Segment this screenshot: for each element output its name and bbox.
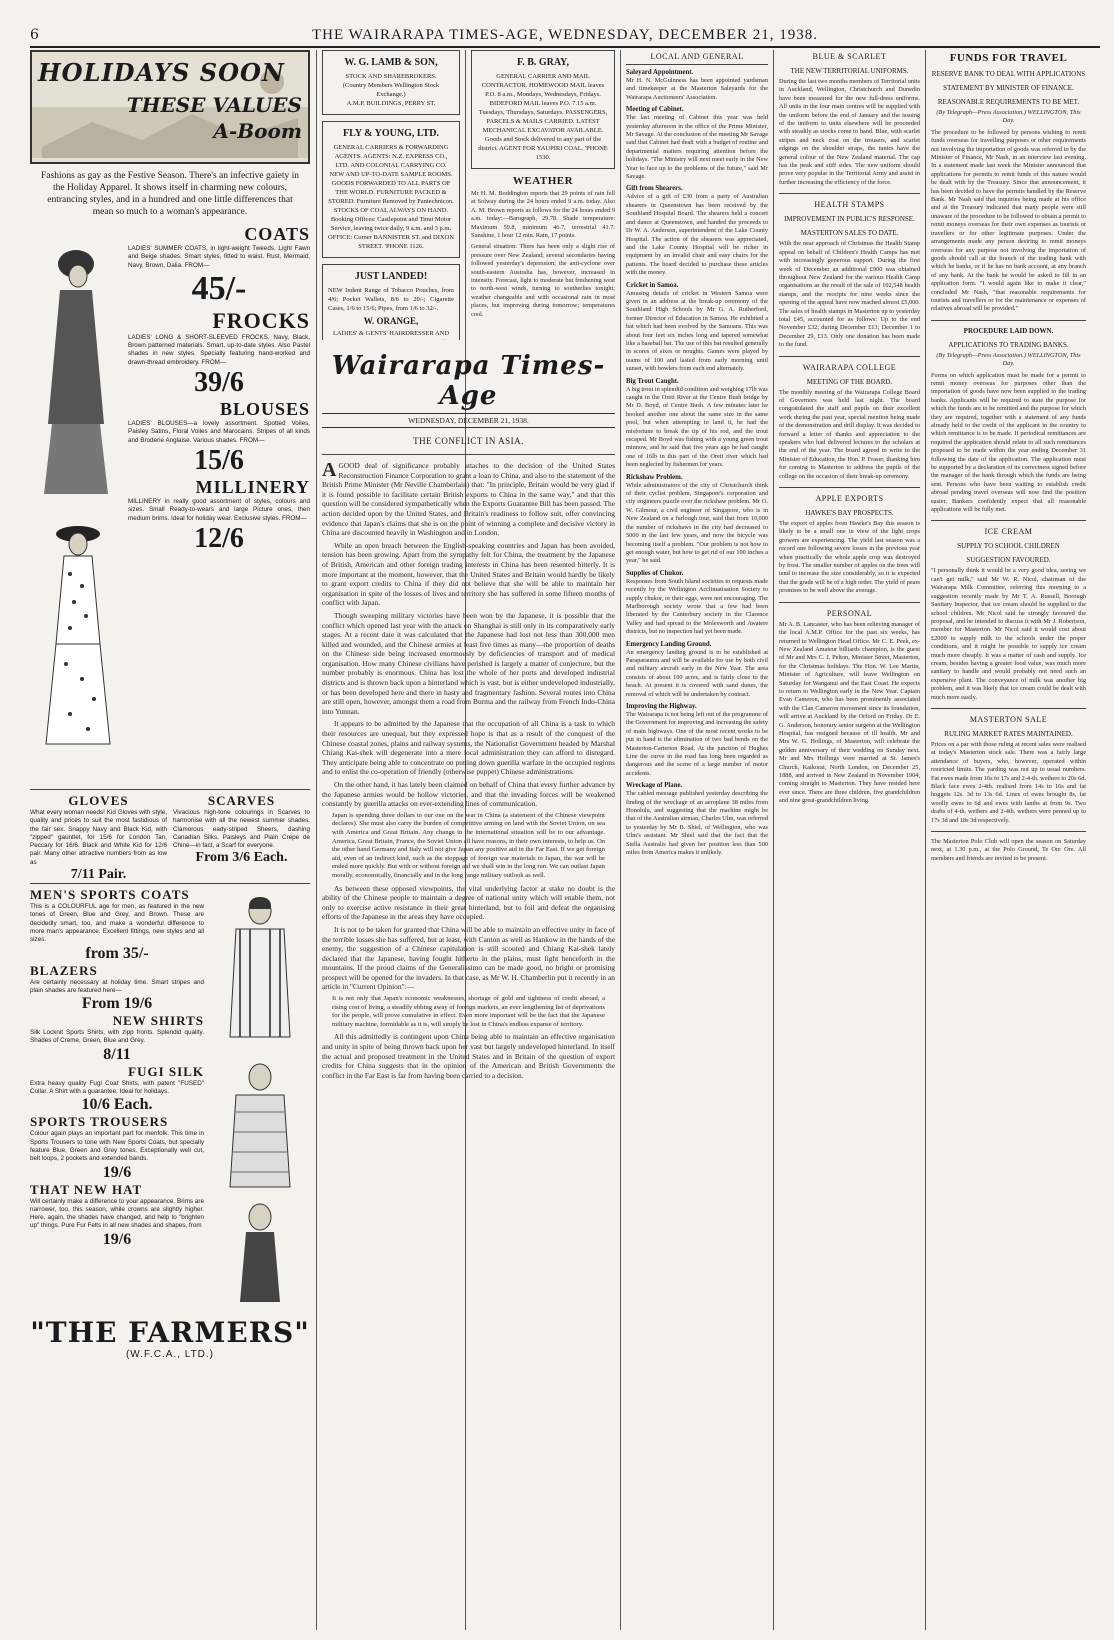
blue-scarlet-text: During the last two months members of Territorial units in Auckland, Wellington, Christchurch and Dunedin have been measured for the new full-dress uniforms. All units in the four main centres will be supplied with the uniform before the end of January and the issuing of the uniform to units elsewhere will be proceeded with steadily as stocks come to hand. Blue, with scarlet stripes and neck coat on the trousers, and scarlet edgings on the shoulder straps, the tunics have the general colour of the New Zealand material. The cap has the peak and stiff sides. The new uniform should prove very popular in the Territorial Army and assist in further increasing the efficiency of the force. <box>779 78 920 186</box>
editorial-quote-2: It is not only that Japan's economic weaknesses, shortage of gold and tightness of credit abroad, a rising cost of living, a steadily ebbing away of foreign markets, an ever lengthening list of deprivations for the people, will prove cumulative in effect. Even more important will be the fact that the Japanese military machine, formidable as it is, will simply be lost in China's endless expanse of territory. <box>332 995 605 1028</box>
apple-exports-subheading: HAWKE'S BAY PROSPECTS. <box>805 509 894 518</box>
orange-title: JUST LANDED! <box>354 271 428 282</box>
shirts-price: 8/11 <box>103 1045 131 1063</box>
editorial-paragraph-2: While an open breach between the English-speaking countries and Japan has been avoided, tension has been growing. Apart from the sympathy felt for China, the treatment by the Japanese of British, American and other foreign trading interests in China has been resented bitterly. It is more important at the moment, however, that the United States and Britain would hardly be likely to grant export credits to China if they did not believe that she will be able to maintain her organisation in spite of the losses of lives and territory she has suffered in some fifteen months of conflict with Japan. <box>322 540 615 608</box>
hat-text: Will certainly make a difference to your appearance. Brims are narrower, too, this season, while crowns are slightly higher. Here, again, the shades have changed, and help to "brighten up" things. Pure Fur Felts in all new shades and shapes, from <box>30 1197 204 1230</box>
scarves-text: Vivacious high-tone colourings in Scarves to harmonise with all the newest summer shades. Clamorous eady-striped Sheers, dashing Canadian Silks, Paisleys and Plain Crepe de Chine—in fact, a Scarf for everyone. <box>173 809 310 850</box>
business-cards-right <box>471 50 615 340</box>
blue-scarlet-heading: BLUE & SCARLET <box>812 52 887 61</box>
local-item-subheading: Emergency Landing Ground. <box>626 640 712 648</box>
local-general-heading: LOCAL AND GENERAL <box>626 52 768 65</box>
funds-travel-heading: FUNDS FOR TRAVEL <box>949 52 1068 64</box>
editorial-quote-1: Japan is spending three dollars to our one on the war in China (a statement of the Chinese viewpoint declares). She must also carry the burden of competitive arming on land with the Soviet Union, on sea with America and Great Britain. Any change in the international situation will be to our advantage. America, Great Britain, France, the Soviet Union all have reasons, in their own interests, to help us. On the other hand Germany and Italy will not give Japan any positive aid in the Far East. If we get foreign aid, even of an indirect kind, such as the stoppage of foreign war materials to Japan, the war will be ended more quickly. But with or without foreign aid we shall win in the long run. We can outlast Japan morally, economically, financially and in the long range military outlook as well. <box>332 811 605 879</box>
fugi-heading: FUGI SILK <box>128 1063 204 1079</box>
weather-heading: WEATHER <box>512 175 574 187</box>
gloves-heading: GLOVES <box>68 793 129 808</box>
polo-club-notice: The Masterton Polo Club will open the season on Saturday next, at 1.30 p.m., at the Polo Ground, Te Ore Ore. All members and friends are invited to be present. <box>931 838 1086 862</box>
fly-young-card <box>322 121 460 258</box>
section-rule <box>779 487 920 488</box>
lamb-line-2: (Country Members Wellington Stock Exchange.) <box>342 82 440 98</box>
gray-card <box>471 50 615 169</box>
section-rule <box>779 193 920 194</box>
scarves-block <box>173 793 310 883</box>
frocks-text: LADIES' LONG & SHORT-SLEEVED FROCKS, Navy, Black, Brown patterned materials. Smart, up-to-date styles. Also Pastel shades in new styles. Specially featuring hand-worked and drawn-thread embroidery. FROM— <box>128 333 310 366</box>
fugi-text: Extra heavy quality Fugi Coat Shirts, with patent "FUSED" Collar. A Shirt with a guarantee. Ideal for holidays. <box>30 1079 204 1096</box>
ladies-illustration-column <box>30 224 122 789</box>
mens-section <box>30 883 310 1312</box>
lamb-title: W. G. LAMB & SON, <box>344 57 438 68</box>
local-item-subheading: Wreckage of Plane. <box>626 782 683 790</box>
mens-fashion-illustration <box>210 887 310 1307</box>
scarves-heading: SCARVES <box>207 793 276 808</box>
millinery-price: 12/6 <box>194 522 244 554</box>
ad-intro: Fashions as gay as the Festive Season. There's an infective gaiety in the Holiday Apparel. It shows itself in charming new colours, entrancing styles, and in a hundred and one little differences that mean so much to a woman's appearance. <box>41 171 299 217</box>
lamb-line-3: A.M.P. BUILDINGS, PERRY ST. <box>346 100 436 107</box>
editorial-paragraph-3: Though sweeping military victories have been won by the Japanese, it is possible that the conflict which opened last year with the attack on Shanghai is still only in its comparatively early stages. At a recent date it was calculated that the Japanese had lost not less than 300,000 men killed and wounded, and the Chinese armies at least five times as many—the proportion of deaths on the Chinese side being increased enormously by deficiencies of transport and of medical organisation. How many Chinese civilians have perished is largely a matter of conjecture, but the number probably is enormous. China has lost the whole of her ports and developed industrial districts and is thrown back upon a hinterland which is vast, but is either undeveloped industrially, or has been developed here and there in hasty and fragmentary fashion. Several routes into China are still open, however, amongst them a road from Burma and the railway from French Indo-China into Yunnan. <box>322 610 615 716</box>
orange-subtext: LADIES' & GENTS' HAIRDRESSER AND <box>332 330 450 337</box>
editorial-paragraph-1 <box>322 461 615 538</box>
editorial-paragraph-8: It is not to be taken for granted that China will be able to maintain an effective unity in face of the terrible losses she has suffered, but at least, with Canton as well as Hankow in the hands of the enemy, the suggestion of a Chinese capitulation is still scouted and Chiang Kai-shek lately declared that the Japanese, having fought hitherto in the plains, must fight henceforth in the mountains. If the proud claims of the Generalissimo can be made good, no bright or promising prospect will be opened for the invaders. In that case, as Mr W. H. Chamberlin put it recently in an article in "Current Opinion":— <box>322 924 615 992</box>
sports-coats-text: This is a COLOURFUL age for men, as featured in the new tones of Green, Blue and Grey, and Brown. These are decidedly smart, too, and make a wonderful difference to more man's appearance. Excellent fittings, new styles and all sizes. <box>30 903 204 944</box>
gloves-price: 7/11 Pair. <box>70 867 127 883</box>
column-rule <box>620 50 621 1630</box>
business-cards-left <box>322 50 460 340</box>
column-rule <box>925 50 926 1630</box>
frocks-heading: FROCKS <box>212 307 310 333</box>
news-column-5 <box>779 50 920 1635</box>
section-rule <box>931 320 1086 321</box>
orange-name: W. ORANGE, <box>363 316 419 326</box>
blazers-price: From 19/6 <box>81 995 153 1013</box>
column-rule <box>773 50 774 1630</box>
fly-young-text: GENERAL CARRIERS & FORWARDING AGENTS. AGENTS: N.Z. EXPRESS CO., LTD. AND COLONIAL CARRYING CO. NEW AND UP-TO-DATE SAMPLE ROOMS. GOODS FORWARDED TO ALL PARTS OF THE WORLD. FURNITURE PACKED & STORED. Furniture Removed by Pantechnicon. STOCKS OF COAL ALWAYS ON HAND. Booking Offices: Castlepoint and Tinui Motor Service, leaving twice daily, 9 a.m. and 3 p.m. OFFICE: Corner BANNISTER ST. and DIXON STREET. 'PHONE 1126. <box>328 144 454 250</box>
editorial-p1: GOOD deal of significance probably attaches to the decision of the United States Reconstruction Finance Corporation to grant a loan to China, and also to the statement of the British Prime Minister (Mr Neville Chamberlain) that: "In principle, Britain would be very glad if it is found possible to facilitate certain British exports to China in the same way," and that this question will be considered sympathetically when the Exports Guarantee Bill has been passed. The action decided upon by the United States, and Britain's readiness to follow suit, offer convincing evidence that Japan's claims that she is on the point of winning a complete and decisive victory in China are discounted heavily in Washington and in London. <box>322 461 615 538</box>
local-item-subheading: Cricket in Samoa. <box>626 281 679 289</box>
sports-coats-price: from 35/- <box>85 944 149 962</box>
local-item-subheading: Supplies of Chukor. <box>626 569 684 577</box>
blazers-heading: BLAZERS <box>30 962 98 978</box>
editorial-paragraph-5: On the other hand, it has lately been claimed on behalf of China that every further advance by the Japanese armies would be hollow victories, and that the invading forces will be weakened constantly by guerilla attacks on ever-extending lines of communication. <box>322 780 615 809</box>
store-name: "THE FARMERS" <box>30 1316 310 1350</box>
masterton-sale-text: Prices on a par with those ruling at recent sales were realised at today's Masterton stock sale. There was a fairly large attendance of buyers, who, however, operated within restricted limits. The yarding was not up to usual numbers. Fat ewes made from 16s to 17s and 2-4-th. wethers to 20s 6d. Black face ewes 2-4th. realised from 14s to 16s and fat hoggets 12s. 3d to 13s 6d. Lines of ewes brought 8s, fat woolly ewes to 6d and ewes with lambs at from 9s. Two drafts of 4-th. wethers and 2-4th. wethers were penned up to 17s 3d and 18s 3d respectively. <box>931 740 1086 824</box>
health-stamps-text: With the near approach of Christmas the Health Stamp appeal on behalf of Children's Health Camps has met with increasingly generous support. During the first week of December an additional £900 was obtained throughout New Zealand for the various Health Camp organisations as the result of the sale of 102,548 health stamps, and the receipts for nine weeks since the opening of the appeal have now reached almost £5,000. The sales of health stamps in Masterton up to yesterday total £45, accounted for as follows: Up to the end November £32; during December £13; December 1 to December 29, £13. Only one donation has been made to the fund. <box>779 240 920 349</box>
procedure-dateline: (By Telegraph—Press Association.) WELLINGTON, This Day. <box>936 351 1081 368</box>
funds-travel-subheading: RESERVE BANK TO DEAL WITH APPLICATIONS <box>931 70 1086 78</box>
ladies-text-column <box>128 224 310 789</box>
hat-price: 19/6 <box>102 1230 132 1248</box>
local-item-subheading: Improving the Highway. <box>626 703 697 710</box>
editorial-date: WEDNESDAY, DECEMBER 21, 1938. <box>322 413 615 428</box>
orange-text: NEW Indent Range of Tobacco Pouches, from 4/6; Pocket Wallets, 8/6 to 20/-; Cigarette Cases, 1/6 to 15/6; Pipes, from 1/6 to 32/-. <box>328 287 454 312</box>
trousers-heading: SPORTS TROUSERS <box>30 1114 169 1130</box>
health-stamps-heading: HEALTH STAMPS <box>814 200 885 210</box>
local-item-subheading: Gift from Shearers. <box>626 185 683 193</box>
college-text: The monthly meeting of the Wairarapa College Board of Governors was held last night. The board congratulated the staff and pupils on their excellent work during the past year, special mention being made of the demonstration and drill display. It was decided to forward a letter of thanks and appreciation to the speakers who had delivered lectures to the scholars at the end of the year. The board agreed to write to the Minister of Education, the Hon. P. Fraser, thanking him for coming to Masterton to address the pupils of the college on the occasion of their break-up ceremony. <box>779 388 920 480</box>
funds-travel-dateline: (By Telegraph—Press Association.) WELLINGTON, This Day. <box>936 109 1081 125</box>
sports-coats-heading: MEN'S SPORTS COATS <box>30 887 190 903</box>
drop-cap: A <box>322 459 337 481</box>
coats-text: LADIES' SUMMER COATS, in light-weight Tweeds. Light Fawn and Beige shades. Smart styles, fitted to waist. Rust, Mermaid, Navy, Brown, Dalia. FROM— <box>128 245 310 269</box>
local-item-subheading: Rickshaw Problem. <box>626 473 683 481</box>
procedure-subheading: APPLICATIONS TO TRADING BANKS. <box>948 340 1069 349</box>
local-news-items <box>626 69 768 858</box>
news-column-6 <box>931 50 1086 1635</box>
procedure-heading: PROCEDURE LAID DOWN. <box>963 326 1054 335</box>
mens-illustration-column <box>210 887 310 1312</box>
editorial-paragraph-10: All this admittedly is contingent upon China being able to maintain an effective organisation and unity in spite of being thrown back upon her vast but largely undeveloped hinterland. In itself the actual and proposed treatment in the United States and in Britain of the question of export credits for China suggests that in the opinion of the American and British Governments the conflict in the Far East is far from having been carried to a decision. <box>322 1032 615 1080</box>
local-item-subheading: Saleyard Appointment. <box>626 69 694 76</box>
ladies-fashion-illustration <box>30 224 122 784</box>
local-item-subheading: Meeting of Cabinet. <box>626 106 684 114</box>
blouses-text: LADIES' BLOUSES—a lovely assortment. Spotted Voiles, Paisley Satins, Floral Voiles and Marocains. Stripes of all kinds and Broderie Anglaise. Various shades. FROM— <box>128 420 310 444</box>
trousers-price: 19/6 <box>102 1163 132 1181</box>
hat-heading: THAT NEW HAT <box>30 1181 143 1197</box>
ice-cream-heading: ICE CREAM <box>984 527 1033 537</box>
personal-text: Mr A. B. Lancaster, who has been relieving manager of the local A.M.P. Office for the past six weeks, has returned to Wellington Head Office. Mr C. E. Peek, ex-New Zealand Amateur billiards champion, is the guest of Mr and Mrs C. J. Pelton, Minister Street, Masterton, for the Christmas holidays. The Hon. W. Lee Martin, Minister of Agriculture, will leave Wellington on Saturday for Wanganui and the East Coast. He expects to return to Wellington early in the New Year. Captain Evan Cameron, who has been prominently associated with the Clan Cameron movement since its foundation, will arrive at Auckland by the Orford on Friday. Dr E. G. Anderson, honorary senior surgeon at the Wellington Hospital, has resigned because of ill health. Mr and Mrs W. G. Hollings, of Masterton, will celebrate the golden anniversary of their wedding on Sunday next. Mr and Mrs Hollings were married at St. James's Church, Kaikorai, North London, on December 25, 1888, and arrived in New Zealand in November 1904, coming straight to Masterton. They have resided here ever since. There are three children, five grandchildren and nine great-grandchildren living. <box>779 620 920 805</box>
headline-rule <box>322 454 615 455</box>
millinery-text: MILLINERY in really good assortment of styles, colours and sizes. Small Ready-to-wears and large Picture ones, then medium brims. Ideal for holiday wear. Exclusive styles. FROM— <box>128 497 310 522</box>
frocks-price: 39/6 <box>194 367 244 399</box>
local-item-text: Advice of a gift of £30 from a party of Australian shearers in Queenstown has been received by the Southland Hospital Board. The shearers held a concert and dance at Queenstown, and handed the proceeds to Dr W. A. Anderson, superintendent of the Lake County Hospital. The action of the shearers was appreciated, and the Lake County Hospital will be richer in equipment by an invalid chair and easy chairs for the patients. The board decided to purchase these articles with the money. <box>626 193 768 277</box>
accessories-section <box>30 789 310 883</box>
college-subheading: MEETING OF THE BOARD. <box>806 377 893 386</box>
personal-heading: PERSONAL <box>826 608 873 618</box>
local-general-column <box>626 50 768 1635</box>
scarves-price: From 3/6 Each. <box>195 850 288 866</box>
local-item-text: Responses from South Island societies to requests made recently by the Wellington Acclimatisation Society to supply chukor, or their eggs, were not encouraging. The Marlborough society wrote that a few had been liberated by the Canterbury society in the Clarence Valley and had spread to the Molesworth and Awatere districts, but no inspection had yet been made. <box>626 577 768 636</box>
local-item-text: The last meeting of Cabinet this year was held yesterday afternoon in the office of the Prime Minister, Mr Savage. At the conclusion of the meeting Mr Savage said that Cabinet had dealt with a budget of routine and departmental matters requiring attention before the holidays. "The Ministry will next meet early in the New Year to face up to the problems of the future," said Mr Savage. <box>626 114 768 181</box>
local-item-text: The Wairarapa is not being left out of the programme of the Government for improving and increasing the safety of main highways. One of the most recent works to be put in hand is the elimination of two bad bends on the Masterton-Carterton Road. At the junction of Hughes Line the curve in the road has long been regarded as dangerous and the scene of a large number of motor accidents. <box>626 711 768 777</box>
section-rule <box>931 520 1086 521</box>
section-rule <box>931 831 1086 832</box>
coats-price: 45/- <box>191 269 247 307</box>
millinery-heading: MILLINERY <box>195 476 310 497</box>
funds-travel-text: The procedure to be followed by persons wishing to remit funds overseas for travelling purposes or other requirements not involving the importation of goods was referred to by the Minister of Finance, Mr Nash, in an interview last evening. In a statement made last week the Minister announced that applications for permits to remit funds of this nature would be dealt with by the Treasury. Since that announcement, it has been decided to have the permits handled by the Reserve Bank. Mr Nash said that inquiries being made at his office and at the Treasury indicated that many people were still unaware of the procedure to be followed to obtain a permit to remit moneys overseas for their own expenses as tourists or travellers or for other legitimate purposes. Under the arrangements made any person desiring to remit moneys overseas for any purpose not involving the importation of goods should call at the branch of the trading bank with which he banks, or if he has no bank account, at any branch of any bank. At the bank he would be asked to fill in an application form. "I would again like to make it clear," concluded Mr Nash, "that reasonable requirements for tourists and travellers or for the maintenance or expenses of relatives abroad will be provided." <box>931 128 1086 313</box>
lamb-card <box>322 50 460 115</box>
orange-card <box>322 264 460 340</box>
apple-exports-heading: APPLE EXPORTS <box>815 494 884 504</box>
editorial-section <box>322 345 615 1635</box>
ice-cream-subheading: SUPPLY TO SCHOOL CHILDREN <box>957 542 1060 551</box>
funds-travel-subheading-2: STATEMENT BY MINISTER OF FINANCE. <box>943 84 1074 92</box>
local-item-subheading: Big Trout Caught. <box>626 377 679 385</box>
local-item-text: While administrators of the city of Christchurch think of their cyclist problem, Singapore's corporation and city engineers puzzle over the rickshaw problem. Mr O. W. Gilmour, a civil engineer of Singapore, who is in New Zealand on a furlough tour, said that from 10,000 the number of rickshaws in the city had decreased to 5000 in the last few years, and now the bicycle was becoming itself a problem. "Our problem is not how to get enough water, but how to get rid of our 100 inches a year," he said. <box>626 481 768 565</box>
shirts-text: Silk Locknit Sports Shirts, with zipp fronts. Splendid quality. Shades of Creme, Green, Blue and Grey. <box>30 1029 204 1045</box>
gray-text: GENERAL CARRIER AND MAIL CONTRACTOR. HOMEWOOD MAIL leaves P.O. 8 a.m., Mondays, Wednesdays, Fridays. BIDEFORD MAIL leaves P.O. 7.15 a.m. Tuesdays, Thursdays, Saturdays. PASSENGERS, PARCELS & MAILS CARRIED. LATEST MECHANICAL EXCAVATOR AVAILABLE. Goods and Stock delivered to any part of the district. AGENT FOR YAUPIRI COAL. 'PHONE 1530. <box>478 73 608 161</box>
page-number: 6 <box>30 27 39 43</box>
editorial-headline: THE CONFLICT IN ASIA. <box>413 436 524 446</box>
holidays-banner <box>30 50 310 164</box>
weather-situation: General situation: There has been only a slight rise of pressure over New Zealand; several secondaries having followed yesterday's depression; the anti-cyclone over south-eastern Australia has, however, increased in intensity. Forecast, light to moderate but freshening west to north-west winds, turning to southerlies tonight; weather changeable and with occasional rain in most places, but improving during tomorrow; temperatures cool. <box>471 243 615 318</box>
weather-report: Mr H. M. Boddington reports that 29 points of rain fell at Solway during the 24 hours ended 9 a.m. today. Also A. M. Brown reports as follows for the 24 hours ended 9 a.m. today:—Barograph, 29.78. Shade temperature: Maximum 59.8, minimum 46.7, terrestrial 41.7. Sunshine, 1 hour 12 min. Rain, 17 points. <box>471 190 615 240</box>
ice-cream-text: "I personally think it would be a very good idea, seeing we can't get milk," said Mr W. R. Nicol, chairman of the Wairarapa Milk Committee, referring this morning to a suggestion recently made by Mr T. A. Russell, Borough Sanitary Inspector, that ice cream should be supplied to the school children. Mr Nicol said he strongly favoured the proposal, and he intended to discuss it with Mr J. Robertson, member for Masterton. Mr Nicol said it would cost about £2000 to supply milk to the schools under the proper conditions, and it might be possible to supply ice cream much more cheaply. It was a matter of cash and supply. Ice cream, besides having a greater food value, was much more sanitary to handle and would probably not need such an expensive plant. The conveyance of milk was another big problem, and it was likely that ice cream could be dealt with much more easily. <box>931 567 1086 701</box>
newspaper-flag: Wairarapa Times-Age <box>331 351 606 411</box>
gray-title: F. B. GRAY, <box>517 57 569 68</box>
column-rule <box>316 50 317 1630</box>
shirts-heading: NEW SHIRTS <box>112 1013 204 1029</box>
local-item-text: Amusing details of cricket in Western Samoa were given in an address at the break-up ceremony of the Southland High Schools by Mr G. A. Rutherford, former Director of Education in Samoa. He exhibited a bat which had been evolved by the Samoans. This was about four feet six inches long and tapered somewhat like a baseball bat. The use of this bat resulted generally in scores of sixes or noughts. Games were played by teams of 100 and lasted from early morning until sunset, with bowlers from each end alternately. <box>626 289 768 373</box>
masterton-sale-heading: MASTERTON SALE <box>969 714 1048 724</box>
store-subtitle: (W.F.C.A., LTD.) <box>125 1349 215 1361</box>
masterton-sale-subheading: RULING MARKET RATES MAINTAINED. <box>944 729 1073 738</box>
local-item-text: The cabled message published yesterday describing the finding of the wreckage of an aeroplane 38 miles from Honolulu, and suggesting that the machine might be that of the Australian airman, Charles Ulm, was referred to yesterday by Mr B. Shiel, of Wellington, who was Ulm's assistant. Mr Shiel said that the fact that the Stella Australis had given her position less than 500 miles from America makes it unlikely. <box>626 790 768 857</box>
local-item-text: An emergency landing ground is to be established at Paraparaumu and will be available for use by both civil and military aircraft early in the New Year. The area consists of about 100 acres, and is fairly close to the beach. At present it is covered with sand dunes, the removal of which will be undertaken by contract. <box>626 648 768 698</box>
banner-title-right: THESE VALUES A-Boom <box>126 93 302 143</box>
college-heading: WAIRARAPA COLLEGE <box>802 362 897 372</box>
newspaper-title: THE WAIRARAPA TIMES-AGE, WEDNESDAY, DECEMBER 21, 1938. <box>312 26 818 43</box>
health-stamps-subheading: IMPROVEMENT IN PUBLIC'S RESPONSE. <box>784 215 915 224</box>
blouses-price: 15/6 <box>194 444 244 476</box>
procedure-text: Forms on which application must be made for a permit to remit money overseas for purposes other than the importation of goods have now been supplied to the trading banks. Applicants will be required to state the purpose for which the funds are to be remitted and the purpose for which they are required, together with a statement of any funds already held to the credit of the applicant in the country to which remittance is to be made. If periodical remittances are required the application should relate to all such remittances proposed to be made within the year ending December 31 following the date of the application. The application must be supported by a declaration of its correctness signed before the manager of the bank through which the funds are being sent. Persons who have been waiting to establish credit abroad pending travel overseas will now find the position easier. Bankers confidently expect that all reasonable applications will be fully met. <box>931 371 1086 514</box>
gloves-text: What every woman needs! Kid Gloves with style, quality and prices to suit the most fastidious of the fair sex. Snappy Navy and Black Kid, with "zipped" gauntlet, for 15/6 for London Tan, Peccary for 16/6. Black and White Kid for 12/6 pair. Many other attractive numbers from as low as <box>30 809 167 866</box>
section-rule <box>779 356 920 357</box>
trousers-text: Colour again plays an important part for menfolk. This time in Sports Trousers to tone with New Sports Coats, but specially feature Blue, Green and Grey tones. Exceptionally well cut, belt loops, 2 pockets and extended bands. <box>30 1130 204 1163</box>
blue-scarlet-subheading: THE NEW TERRITORIAL UNIFORMS. <box>790 67 909 75</box>
page-masthead <box>30 24 1100 48</box>
blazers-text: Are certainly necessary at holiday time. Smart stripes and plain shades are featured here— <box>30 978 204 994</box>
lamb-line-1: STOCK AND SHAREBROKERS. <box>345 73 437 80</box>
local-item-text: A big trout in splendid condition and weighing 17lb was caught in the Oreti River at the Centre Bush bridge by Mr D. Boyd, of Centre Bush. A few minutes later he hooked another one about the same size in the same pool, but when attempting to land it, he had the misfortune to break the tip of his rod, and the trout escaped. Mr Boyd was fishing with a young green trout minnow, and he said that five years ago he had caught one of 16lb in this part of the Oreti river which had been neglected by fishermen for years. <box>626 385 768 469</box>
coats-heading: COATS <box>244 224 310 244</box>
section-rule <box>931 708 1086 709</box>
editorial-paragraph-7: As between these opposed viewpoints, the vital underlying factor at stake no doubt is the ability of the Chinese people to maintain a degree of national unity which will enable them, not only to exercise active resistance in their great hinterland, but to foil and defeat the organising efforts of the Japanese in the areas they have occupied. <box>322 883 615 922</box>
fugi-price: 10/6 Each. <box>81 1096 153 1114</box>
editorial-paragraph-4: It appears to be admitted by the Japanese that the occupation of all China is a task to which their resources are unequal, but they expressed hope is that as a result of the conquest of the Chinese coastal zones, plains and railway systems, the Nationalist Government headed by Marshal Chiang Kai-shek will degenerate into a mere local administration they can afford to disregard. They anticipate being able to concentrate on putting down guerilla warfare in the occupied regions and to enlist the co-operation of friendly (otherwise puppet) Chinese administrations. <box>322 719 615 777</box>
ladies-section <box>30 224 310 789</box>
farmers-advertisement <box>30 50 310 1635</box>
gloves-block <box>30 793 167 883</box>
ice-cream-subheading-2: SUGGESTION FAVOURED. <box>966 556 1051 565</box>
section-rule <box>779 602 920 603</box>
apple-exports-text: The export of apples from Hawke's Bay this season is likely to be a small one in view of the light crops growers are experiencing. The yield last season was a record one following severe losses in the previous year when practically the whole apple crop was destroyed by frost. The smaller number of apples on the trees will tend to increase the size considerably, so it is expected that the grade will be of a high order. The yield of pears promises to be well above the average. <box>779 520 920 595</box>
fly-young-title: FLY & YOUNG, LTD. <box>342 128 440 139</box>
banner-title-left: HOLIDAYS SOON <box>38 58 285 87</box>
mens-text-column <box>30 887 204 1312</box>
blouses-heading: BLOUSES <box>219 399 310 420</box>
health-stamps-subheading-2: MASTERTON SALES TO DATE. <box>800 229 899 238</box>
local-item-text: Mr H. N. McGuinness has been appointed yardsman and timekeeper at the Masterton Saleyards for the Wairarapa Auctioneers' Association. <box>626 77 768 101</box>
funds-travel-subheading-3: REASONABLE REQUIREMENTS TO BE MET. <box>937 98 1080 106</box>
